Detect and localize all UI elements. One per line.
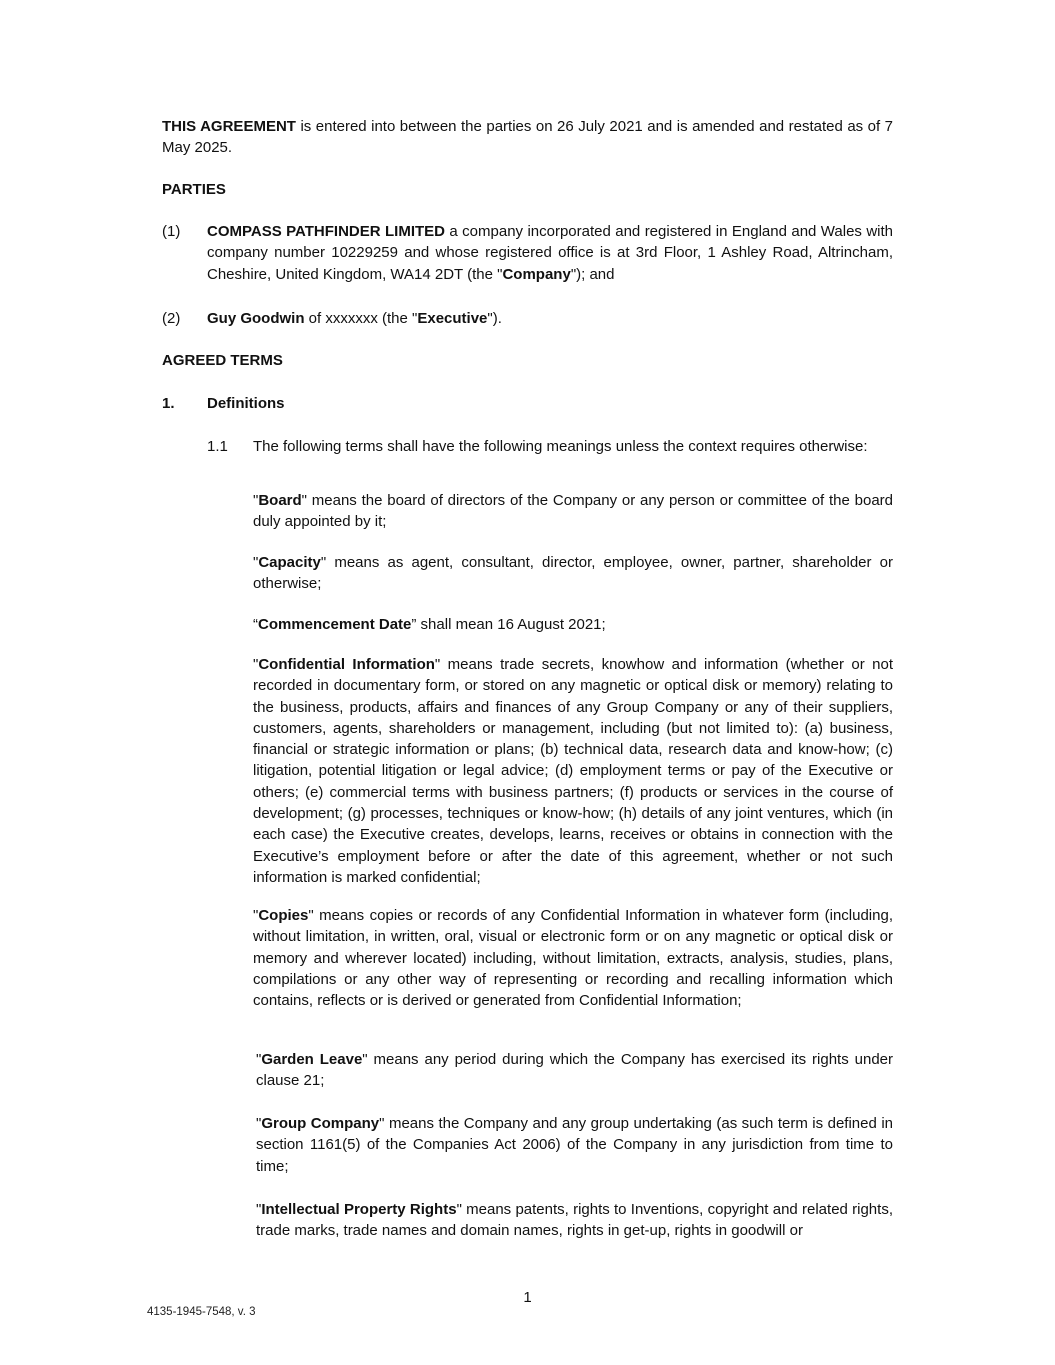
definition-intellectual-property-rights: "Intellectual Property Rights" means patents, rights to Inventions, copyright and related rights, trade marks, trade names and domain names, rights in get-up, rights in goodwill or [256,1201,893,1240]
definition-board: "Board" means the board of directors of the Company or any person or committee of the board duly appointed by it; [253,492,893,531]
intro-text: is entered into between the parties on 26 July 2021 and is amended and restated as of 7 May 2025. [162,118,894,157]
definition-capacity: "Capacity" means as agent, consultant, director, employee, owner, partner, shareholder or otherwise; [253,554,893,593]
defined-term: Garden Leave [261,1051,363,1068]
defined-term: Confidential Information [258,656,435,673]
definition-copies: "Copies" means copies or records of any Confidential Information in whatever form (including, without limitation, in written, oral, visual or electronic form or on any magnetic or optical disk or memory and wherever located) including, without limitation, extracts, analysis, studies, plans, compilations or any other way of representing or recording and recalling information which contains, reflects or is derived or generated from Confidential Information; [253,907,893,1010]
definition-group-company: "Group Company" means the Company and any group undertaking (as such term is defined in section 1161(5) of the Companies Act 2006) of the Company in any jurisdiction from time to time; [256,1115,893,1175]
party-1-number: (1) [162,223,181,240]
party-1-text: COMPASS PATHFINDER LIMITED a company incorporated and registered in England and Wales with company number 10229259 and whose registered office is at 3rd Floor, 1 Ashley Road, Altrincham, Cheshire, United Kingdom, WA14 2DT (the "Company"); and [207,223,894,283]
document-reference: 4135-1945-7548, v. 3 [147,1306,256,1318]
party-1-name: COMPASS PATHFINDER LIMITED [207,223,445,240]
intro-lead: THIS AGREEMENT [162,118,296,135]
party-1-defined-term: Company [502,265,571,283]
agreed-terms-heading: AGREED TERMS [162,352,283,369]
defined-term: Capacity [258,554,321,571]
clause-1-1-number: 1.1 [207,438,228,455]
defined-term: Commencement Date [258,616,412,633]
party-2-number: (2) [162,310,181,327]
definition-confidential-information: "Confidential Information" means trade secrets, knowhow and information (whether or not recorded in documentary form, or stored on any magnetic or optical disk or memory) relating to the business, products, affairs and finances of any Group Company or any of their suppliers, customers, agents, shareholders or management, including (but not limited to): (a) business, financial or strategic information or plans; (b) technical data, research data and know-how; (c) litigation, potential litigation or legal advice; (d) employment terms or pay of the Executive or others; (e) commercial terms with business partners; (f) products or services in the course of development; (g) processes, techniques or know-how; (h) details of any joint ventures, which (in each case) the Executive creates, develops, learns, receives or obtains in connection with the Executive’s employment before or after the date of this agreement, whether or not such information is marked confidential; [253,656,894,886]
page-number: 1 [523,1289,532,1306]
intro-paragraph [162,116,893,159]
party-2-defined-term: Executive [417,310,488,327]
section-1-title: Definitions [207,395,285,412]
definition-garden-leave: "Garden Leave" means any period during which the Company has exercised its rights under clause 21; [256,1051,894,1090]
parties-heading: PARTIES [162,181,226,198]
section-1-number: 1. [162,395,175,412]
party-2-text: Guy Goodwin of xxxxxxx (the "Executive"). [207,310,502,327]
party-2-name: Guy Goodwin [207,310,305,327]
clause-1-1-text: The following terms shall have the following meanings unless the context requires otherwise: [253,438,868,455]
definition-commencement-date: “Commencement Date” shall mean 16 August 2021; [253,616,606,633]
defined-term: Group Company [261,1115,380,1132]
defined-term: Copies [258,907,309,924]
defined-term: Intellectual Property Rights [261,1201,457,1218]
defined-term: Board [258,492,302,509]
